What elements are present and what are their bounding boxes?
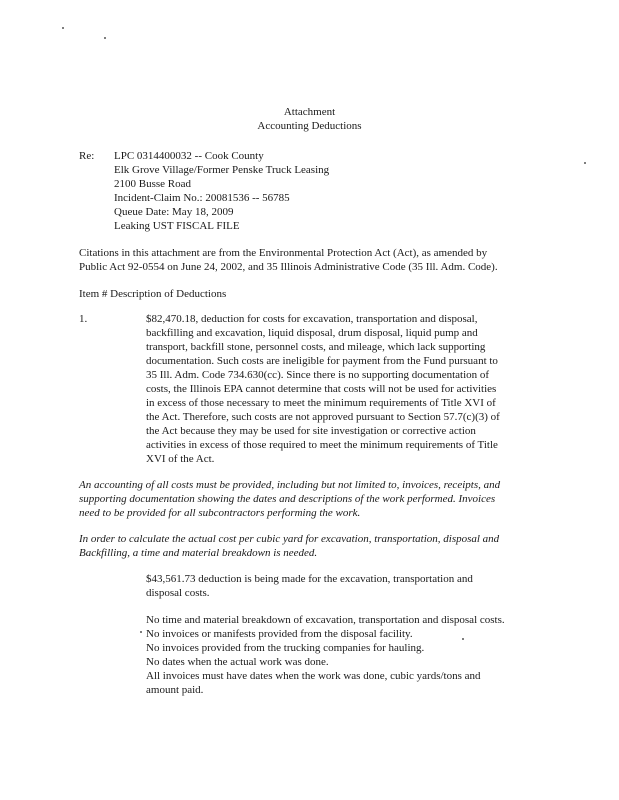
scan-speck	[140, 631, 142, 633]
re-line: LPC 0314400032 -- Cook County	[114, 150, 264, 162]
item-number: 1.	[79, 313, 88, 325]
note-line: supporting documentation showing the dates and descriptions of the work performed. Invoices	[79, 493, 496, 505]
item-line: in excess of those necessary to meet the minimum requirements of Title XVI of	[146, 397, 496, 409]
document-subtitle: Accounting Deductions	[257, 120, 362, 132]
item-line: transport, backfill stone, personnel costs, and mileage, which lack supporting	[146, 341, 486, 353]
reason-line: No invoices provided from the trucking companies for hauling.	[146, 642, 425, 654]
item-line: costs, the Illinois EPA cannot determine that costs will not be used for activities	[146, 383, 497, 395]
reason-line: No invoices or manifests provided from the disposal facility.	[146, 628, 413, 640]
re-line: Incident-Claim No.: 20081536 -- 56785	[114, 192, 290, 204]
scan-speck	[462, 638, 464, 640]
scan-speck	[104, 37, 106, 39]
note-line: need to be provided for all subcontractors performing the work.	[79, 507, 361, 519]
deduction-line: disposal costs.	[146, 587, 210, 599]
scan-speck	[62, 27, 64, 29]
item-line: backfilling and excavation, liquid disposal, drum disposal, liquid pump and	[146, 327, 478, 339]
reason-line: No time and material breakdown of excavation, transportation and disposal costs.	[146, 614, 505, 626]
reason-line: amount paid.	[146, 684, 204, 696]
item-line: the Act. Therefore, such costs are not approved pursuant to Section 57.7(c)(3) of	[146, 411, 500, 423]
item-line: XVI of the Act.	[146, 453, 215, 465]
reason-line: No dates when the actual work was done.	[146, 656, 329, 668]
item-line: $82,470.18, deduction for costs for excavation, transportation and disposal,	[146, 313, 478, 325]
item-header: Item # Description of Deductions	[79, 288, 227, 300]
item-line: documentation. Such costs are ineligible for payment from the Fund pursuant to	[146, 355, 498, 367]
re-line: 2100 Busse Road	[114, 178, 191, 190]
re-line: Elk Grove Village/Former Penske Truck Leasing	[114, 164, 330, 176]
item-line: activities in excess of those required to meet the minimum requirements of Title	[146, 439, 498, 451]
item-line: the Act because they may be used for site investigation or corrective action	[146, 425, 476, 437]
reason-line: All invoices must have dates when the work was done, cubic yards/tons and	[146, 670, 481, 682]
citations-line: Citations in this attachment are from the Environmental Protection Act (Act), as amended by	[79, 247, 488, 259]
note-line: An accounting of all costs must be provided, including but not limited to, invoices, receipts, and	[79, 479, 501, 491]
document-title: Attachment	[283, 106, 336, 118]
re-line: Queue Date: May 18, 2009	[114, 206, 234, 218]
re-line: Leaking UST FISCAL FILE	[114, 220, 240, 232]
item-line: 35 Ill. Adm. Code 734.630(cc). Since there is no supporting documentation of	[146, 369, 490, 381]
re-label: Re:	[79, 150, 95, 162]
note-line: Backfilling, a time and material breakdown is needed.	[79, 547, 318, 559]
citations-line: Public Act 92-0554 on June 24, 2002, and 35 Illinois Administrative Code (35 Ill. Adm. Code).	[79, 261, 498, 273]
deduction-line: $43,561.73 deduction is being made for the excavation, transportation and	[146, 573, 473, 585]
scan-speck	[584, 162, 586, 164]
note-line: In order to calculate the actual cost per cubic yard for excavation, transportation, disposal and	[79, 533, 500, 545]
